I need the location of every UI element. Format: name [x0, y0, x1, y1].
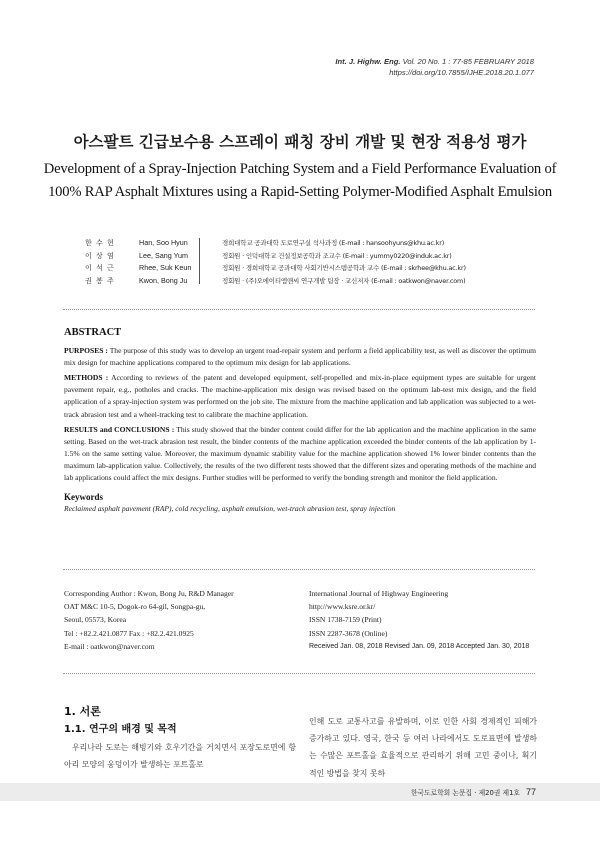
subsection-heading: 1.1. 연구의 배경 및 목적 — [64, 724, 177, 735]
journal-info-line: International Journal of Highway Engineering — [309, 589, 449, 598]
footer-journal: 한국도로학회 논문집 · 제20권 제1호 — [410, 789, 520, 797]
keywords-text: Reclaimed asphalt pavement (RAP), cold recycling, asphalt emulsion, wet-track abrasion test, spray injection — [64, 504, 396, 514]
journal-abbrev: Int. J. Highw. Eng. — [335, 57, 401, 66]
methods-text: According to reviews of the patent and developed equipment, self-propelled and mix-in-place equipment types are suitable for urgent pavement repair, e.g., potholes and cracks. The machine-application mix design was revised based on the optimum lab-test mix design, and the field application of a spray-injection system was performed on the job site. The mixture from the machine application and lab application was subjected to a wet-track abrasion test and a wheel-tracking test to calibrate the machine application. — [64, 373, 536, 419]
title-english-line2: 100% RAP Asphalt Mixtures using a Rapid-Setting Polymer-Modified Asphalt Emulsion — [48, 184, 552, 200]
author-row — [85, 237, 466, 250]
journal-info-block — [309, 587, 529, 653]
abstract-methods — [64, 372, 536, 420]
page-number: 77 — [525, 787, 536, 797]
body-text-right — [309, 713, 537, 782]
page-footer — [411, 787, 536, 797]
author-row — [85, 250, 466, 263]
author-affiliation: 정회원 · (주)오에이티엠앤씨 연구개발 팀장 · 교신저자 (E-mail : oatkwon@naver.com) — [222, 276, 466, 285]
purposes-text: The purpose of this study was to develop an urgent road-repair system and perform a field applicability test, as well as discover the optimum mix design for machine applications compared to the optimum mix design for lab applications. — [64, 346, 536, 368]
journal-citation: Vol. 20 No. 1 : 77-85 FEBRUARY 2018 — [402, 57, 534, 66]
title-korean: 아스팔트 긴급보수용 스프레이 패칭 장비 개발 및 현장 적용성 평가 — [73, 133, 527, 151]
author-name-en: Rhee, Suk Keun — [139, 263, 192, 272]
corr-line: Corresponding Author : Kwon, Bong Ju, R&D Manager — [64, 589, 234, 598]
corr-line: E-mail : oatkwon@naver.com — [64, 641, 155, 651]
author-name-ko: 이 석 근 — [85, 264, 115, 272]
correspondence-block — [64, 587, 234, 653]
divider-top — [63, 309, 535, 310]
abstract-results — [64, 424, 536, 484]
journal-info-line: ISSN 2287-3678 (Online) — [309, 628, 388, 638]
doi-link[interactable]: https://doi.org/10.7855/IJHE.2018.20.1.077 — [389, 68, 534, 77]
author-divider — [199, 238, 200, 284]
author-row — [85, 262, 466, 275]
keywords-heading: Keywords — [64, 492, 103, 503]
author-affiliation: 경희대학교 공과대학 도로연구실 석사과정 (E-mail : hansoohyuns@khu.ac.kr) — [222, 239, 445, 247]
author-name-en: Lee, Sang Yum — [139, 250, 189, 260]
author-name-ko: 권 봉 주 — [85, 276, 115, 285]
author-name-ko: 이 상 염 — [85, 251, 115, 260]
journal-header — [335, 56, 534, 78]
corr-line: Tel : +82.2.421.0877 Fax : +82.2.421.0925 — [64, 628, 194, 638]
body-paragraph: 우리나라 도로는 해빙기와 호우기간을 거치면서 포장도로면에 항아리 모양의 웅덩이가 발생하는 포트홀로 — [64, 743, 296, 769]
author-row — [85, 275, 466, 288]
abstract — [64, 327, 536, 515]
author-list — [85, 237, 466, 287]
corr-line: OAT M&C 10-5, Dogok-ro 64-gil, Songpa-gu, — [64, 602, 206, 612]
title-english — [40, 158, 560, 204]
results-text: This study showed that the binder content could differ for the lab application and the machine application in the same setting. Based on the wet-track abrasion test result, the binder contents of the machine application exceeded the binder contents of the lab application by 1-1.5% on the same setting value. Moreover, the maximum dynamic stability value for the machine application showed 1% lower binder contents than the maximum lab-application value. Collectively, the results of the two different tests showed that the different sizes and operating methods of the machine and lab applications could affect the mix designs. Further studies will be performed to verify the bonding strength and monitor the field application. — [64, 424, 537, 483]
abstract-purposes — [64, 345, 536, 369]
journal-url[interactable]: http://www.ksre.or.kr/ — [309, 602, 376, 612]
results-label: RESULTS and CONCLUSIONS : — [64, 424, 175, 434]
title-english-line1: Development of a Spray-Injection Patching System and a Field Performance Evaluation of — [43, 161, 557, 177]
abstract-heading: ABSTRACT — [64, 327, 122, 338]
journal-info-line: ISSN 1738-7159 (Print) — [309, 615, 382, 625]
section-heading: 1. 서론 — [64, 705, 101, 718]
body-paragraph: 인해 도로 교통사고를 유발하며, 이로 인한 사회 경제적인 피해가 증가하고 있다. 영국, 한국 등 여러 나라에서도 도로표면에 발생하는 수많은 포트홀을 효율적으로 관리하기 위해 고민 중이나, 획기적인 방법을 찾지 못하 — [309, 717, 537, 778]
author-affiliation: 정회원 · 인덕대학교 건설정보공학과 조교수 (E-mail : yummy0220@induk.ac.kr) — [222, 251, 452, 260]
body-text-left — [64, 739, 296, 773]
author-name-en: Kwon, Bong Ju — [139, 275, 188, 285]
divider-bottom — [63, 673, 535, 674]
author-name-en: Han, Soo Hyun — [139, 238, 188, 247]
received-dates: Received Jan. 08, 2018 Revised Jan. 09, 2018 Accepted Jan. 30, 2018 — [309, 642, 530, 650]
author-affiliation: 정회원 · 경희대학교 공과대학 사회기반시스템공학과 교수 (E-mail : skrhee@khu.ac.kr) — [222, 264, 466, 272]
author-name-ko: 한 수 현 — [85, 239, 115, 247]
corr-line: Seoul, 05573, Korea — [64, 615, 127, 625]
methods-label: METHODS : — [64, 373, 109, 383]
purposes-label: PURPOSES : — [64, 346, 108, 356]
divider-middle — [63, 569, 535, 570]
